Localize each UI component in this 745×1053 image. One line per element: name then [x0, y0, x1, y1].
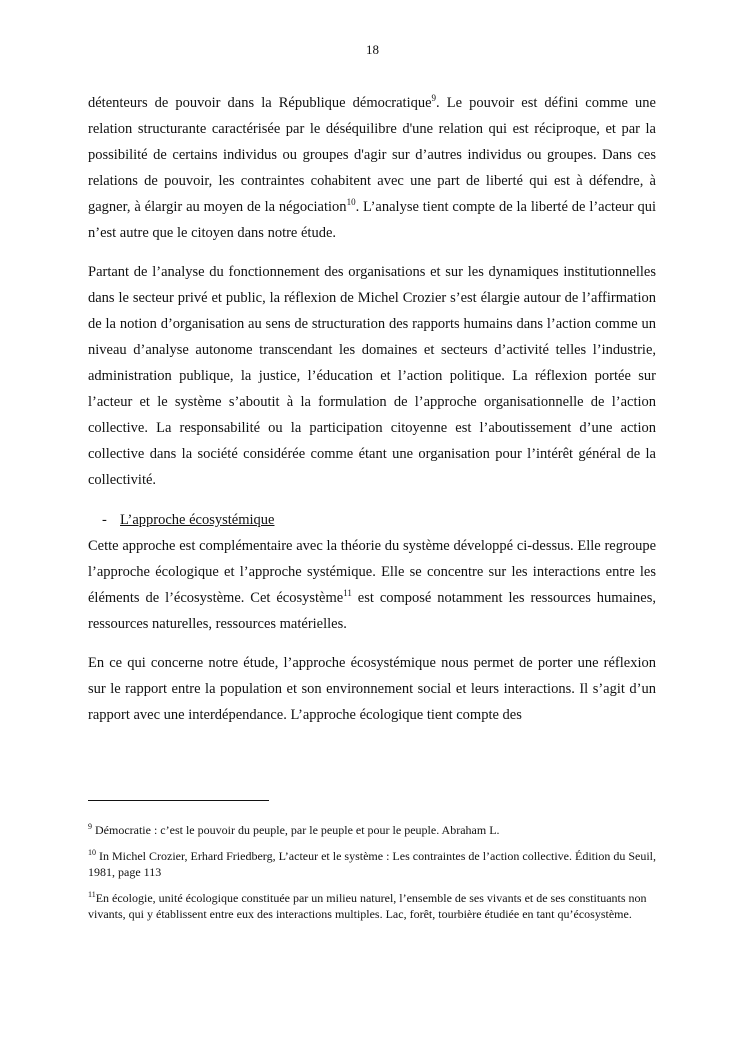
- footnote-number: 9: [88, 822, 92, 831]
- paragraph-3: [88, 533, 656, 637]
- paragraph-3-text-b: est composé notamment les ressources humaines, ressources naturelles, ressources matérielles.: [88, 590, 656, 632]
- heading-bullet: -: [102, 512, 107, 528]
- footnote-ref-9: 9: [431, 93, 437, 104]
- heading-title: L’approche écosystémique: [120, 512, 275, 528]
- footnote-ref-10: 10: [346, 197, 356, 208]
- paragraph-1-text-a: détenteurs de pouvoir dans la République démocratique: [88, 95, 432, 111]
- paragraph-2: Partant de l’analyse du fonctionnement des organisations et sur les dynamiques institutionnelles dans le secteur privé et public, la réflexion de Michel Crozier s’est élargie autour de l’affirmation de la notion d’organisation au sens de structuration des rapports humains dans l’action comme un niveau d’analyse autonome transcendant les domaines et secteurs d’activité telles l’industrie, administration publique, la justice, l’éducation et l’action politique. La réflexion portée sur l’acteur et le système s’aboutit à la formulation de l’approche organisationnelle de l’action collective. La responsabilité ou la participation citoyenne est l’aboutissement d’une action collective dans la société considérée comme étant une organisation pour l’intérêt général de la collectivité.: [88, 264, 656, 488]
- page-number: 18: [366, 42, 379, 57]
- footnote-number: 11: [88, 890, 96, 899]
- footnote-divider: [88, 800, 269, 801]
- paragraph-1-text-b: . Le pouvoir est défini comme une relation structurante caractérisée par le déséquilibre d'une relation qui est réciproque, et par la possibilité de certains individus ou groupes d'agir sur d’autres individus ou groupes. Dans ces relations de pouvoir, les contraintes cohabitent avec une part de liberté qui est à défendre, à gagner, à élargir au moyen de la négociation: [88, 95, 656, 215]
- footnote-ref-11: 11: [343, 588, 352, 599]
- section-heading: [88, 507, 656, 533]
- footnote-9: [88, 822, 656, 838]
- paragraph-3-text-a: Cette approche est complémentaire avec la théorie du système développé ci-dessus. Elle regroupe l’approche écologique et l’approche systémique. Elle se concentre sur les interactions entre les éléments de l’écosystème. Cet écosystème: [88, 538, 656, 606]
- footnote-text: En écologie, unité écologique constituée par un milieu naturel, l’ensemble de ses vivants et de ses constituants non vivants, qui y établissent entre eux des interactions multiples. Lac, forêt, tourbière étudiée en tant qu’écosystème.: [88, 891, 647, 921]
- main-text: [88, 90, 656, 728]
- footnote-number: 10: [88, 848, 96, 857]
- footnote-text: In Michel Crozier, Erhard Friedberg, L’acteur et le système : Les contraintes de l’action collective. Édition du Seuil, 1981, page 113: [88, 849, 657, 879]
- footnote-text: Démocratie : c’est le pouvoir du peuple, par le peuple et pour le peuple. Abraham L.: [92, 823, 500, 837]
- footnote-10: [88, 848, 656, 880]
- paragraph-4: En ce qui concerne notre étude, l’approche écosystémique nous permet de porter une réflexion sur le rapport entre la population et son environnement social et leurs interactions. Il s’agit d’un rapport avec une interdépendance. L’approche écologique tient compte des: [88, 655, 656, 723]
- paragraph-1-text-c: . L’analyse tient compte de la liberté de l’acteur qui n’est autre que le citoyen dans notre étude.: [88, 199, 656, 241]
- paragraph-1: [88, 90, 656, 246]
- footnote-11: [88, 890, 656, 922]
- footnotes: [88, 822, 656, 932]
